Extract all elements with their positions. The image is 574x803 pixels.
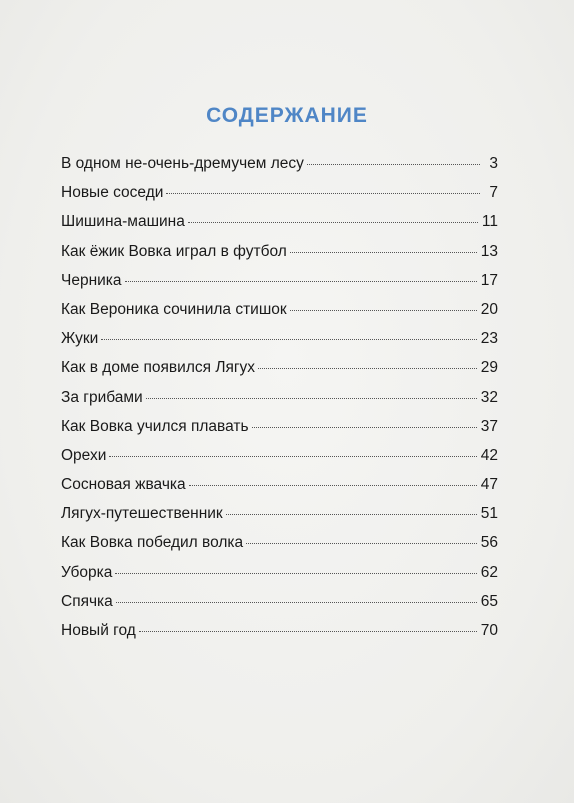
toc-leader-dots xyxy=(252,427,477,428)
table-of-contents xyxy=(61,155,498,651)
toc-page-number: 70 xyxy=(480,622,498,639)
toc-chapter-title: Новые соседи xyxy=(61,184,164,202)
toc-row xyxy=(61,184,498,213)
toc-page-number: 7 xyxy=(489,184,498,202)
toc-chapter-title: Как Вовка победил волка xyxy=(61,534,244,552)
toc-chapter-title: Как в доме появился Лягух xyxy=(61,359,256,377)
toc-page-number: 29 xyxy=(480,359,498,377)
toc-leader-dots xyxy=(189,485,477,486)
toc-chapter-title: Шишина-машина xyxy=(61,213,185,231)
toc-leader-dots xyxy=(125,281,477,282)
toc-row xyxy=(61,564,498,593)
toc-chapter-title: Черника xyxy=(61,271,122,289)
toc-leader-dots xyxy=(139,631,477,632)
toc-row xyxy=(61,418,498,447)
toc-leader-dots xyxy=(226,514,477,515)
toc-chapter-title: Уборка xyxy=(61,563,113,581)
toc-chapter-title: Новый год xyxy=(61,622,136,639)
toc-page-number: 37 xyxy=(480,417,498,435)
toc-page-number: 51 xyxy=(480,505,498,523)
toc-leader-dots xyxy=(116,602,477,603)
toc-row xyxy=(61,330,498,359)
toc-row xyxy=(61,447,498,476)
toc-leader-dots xyxy=(290,310,477,311)
toc-row xyxy=(61,301,498,330)
toc-row xyxy=(61,593,498,622)
toc-row xyxy=(61,505,498,534)
toc-leader-dots xyxy=(146,398,477,399)
toc-chapter-title: Как Вероника сочинила стишок xyxy=(61,300,287,318)
toc-page-number: 65 xyxy=(480,592,498,610)
toc-page-number: 47 xyxy=(480,476,498,494)
toc-row xyxy=(61,359,498,388)
toc-page-number: 23 xyxy=(480,330,498,348)
toc-row xyxy=(61,213,498,242)
page-title: СОДЕРЖАНИЕ xyxy=(206,104,368,127)
toc-leader-dots xyxy=(166,193,480,194)
toc-leader-dots xyxy=(307,164,480,165)
toc-chapter-title: За грибами xyxy=(61,388,143,406)
toc-chapter-title: В одном не-очень-дремучем лесу xyxy=(61,155,304,172)
toc-row xyxy=(61,534,498,563)
toc-chapter-title: Жуки xyxy=(61,330,99,348)
toc-leader-dots xyxy=(188,222,478,223)
toc-page-number: 17 xyxy=(480,271,498,289)
toc-page-number: 13 xyxy=(480,242,498,260)
toc-row xyxy=(61,622,498,651)
toc-page-number: 56 xyxy=(480,534,498,552)
toc-leader-dots xyxy=(258,368,477,369)
toc-page-number: 3 xyxy=(489,155,498,172)
toc-chapter-title: Лягух-путешественник xyxy=(61,505,223,523)
toc-chapter-title: Спячка xyxy=(61,592,113,610)
toc-leader-dots xyxy=(290,252,477,253)
toc-leader-dots xyxy=(115,573,476,574)
toc-row xyxy=(61,155,498,184)
toc-row xyxy=(61,476,498,505)
toc-chapter-title: Сосновая жвачка xyxy=(61,476,186,494)
toc-page-number: 62 xyxy=(480,563,498,581)
toc-leader-dots xyxy=(109,456,476,457)
toc-page-number: 20 xyxy=(480,300,498,318)
toc-row xyxy=(61,272,498,301)
toc-row xyxy=(61,243,498,272)
toc-leader-dots xyxy=(246,543,477,544)
toc-chapter-title: Как Вовка учился плавать xyxy=(61,417,249,435)
toc-chapter-title: Как ёжик Вовка играл в футбол xyxy=(61,242,287,260)
toc-chapter-title: Орехи xyxy=(61,446,107,464)
toc-page-number: 32 xyxy=(480,388,498,406)
toc-row xyxy=(61,389,498,418)
toc-page-number: 11 xyxy=(481,213,498,231)
toc-page-number: 42 xyxy=(480,446,498,464)
toc-leader-dots xyxy=(101,339,476,340)
